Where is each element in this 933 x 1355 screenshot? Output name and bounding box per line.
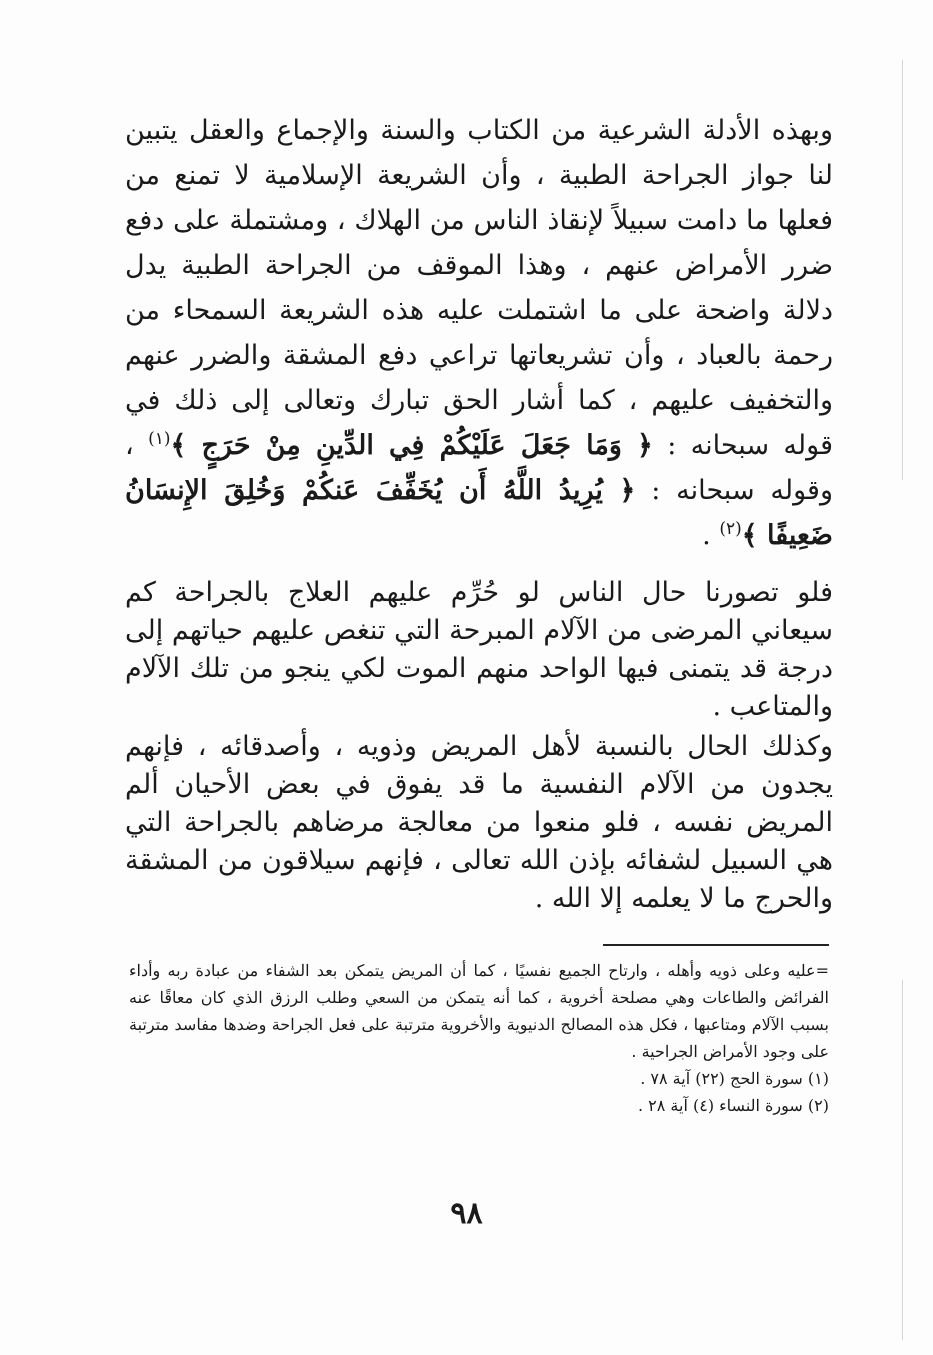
footnote-ref-2: (٢) <box>719 519 742 539</box>
paragraph-1-body: وبهذه الأدلة الشرعية من الكتاب والسنة والإجماع والعقل يتبين لنا جواز الجراحة الطبية ، وأن الشريعة الإسلامية لا تمنع من فعلها ما دامت سبيلاً لإنقاذ الناس من الهلاك ، ومشتملة على دفع ضرر الأمراض عنهم ، وهذا الموقف من الجراحة الطبية يدل دلالة واضحة على ما اشتملت عليه هذه الشريعة السمحاء من رحمة بالعباد ، وأن تشريعاتها تراعي دفع المشقة والضرر عنهم والتخفيف عليهم ، كما أشار الحق تبارك وتعالى إلى ذلك في قوله سبحانه : <box>125 115 833 461</box>
paragraph-3 <box>125 728 833 918</box>
footnote-2: (٢) سورة النساء (٤) آية ٢٨ . <box>637 1096 829 1115</box>
paragraph-1-text <box>125 108 833 558</box>
quran-verse-2: ﴿ يُرِيدُ اللَّهُ أَن يُخَفِّفَ عَنكُمْ وَخُلِقَ الإِنسَانُ ضَعِيفًا ﴾ <box>125 475 833 551</box>
paragraph-1-connector: ، وقوله سبحانه : <box>125 430 833 506</box>
footnotes <box>129 957 829 1119</box>
page-number: ٩٨ <box>450 1196 483 1231</box>
paragraph-1 <box>125 108 833 558</box>
page-edge-mark <box>902 60 903 480</box>
footnote-continuation: =عليه وعلى ذويه وأهله ، وارتاح الجميع نفسيًا ، كما أن المريض يتمكن بعد الشفاء من عبادة ربه وأداء الفرائض والطاعات وهي مصلحة أخروية ، كما أنه يتمكن من السعي وطلب الرزق الذي كان معاقًا عنه بسبب الآلام ومتاعبها ، فكل هذه المصالح الدنيوية والأخروية مترتبة على فعل الجراحة وضدها مفاسد مترتبة على وجود الأمراض الجراحية . <box>129 961 829 1061</box>
footnote-divider <box>603 944 829 946</box>
paragraph-3-text: وكذلك الحال بالنسبة لأهل المريض وذويه ، وأصدقائه ، فإنهم يجدون من الآلام النفسية ما قد يفوق في بعض الأحيان ألم المريض نفسه ، فلو منعوا من معالجة مرضاهم بالجراحة التي هي السبيل لشفائه بإذن الله تعالى ، فإنهم سيلاقون من المشقة والحرج ما لا يعلمه إلا الله . <box>125 731 833 914</box>
paragraph-2 <box>125 574 833 726</box>
page-edge-mark <box>902 980 903 1340</box>
paragraph-1-end: . <box>702 520 711 551</box>
footnote-1: (١) سورة الحج (٢٢) آية ٧٨ . <box>640 1069 829 1088</box>
paragraph-2-text: فلو تصورنا حال الناس لو حُرِّم عليهم العلاج بالجراحة كم سيعاني المرضى من الآلام المبرحة التي تنغص عليهم حياتهم إلى درجة قد يتمنى فيها الواحد منهم الموت لكي ينجو من تلك الآلام والمتاعب . <box>125 577 833 722</box>
footnote-ref-1: (١) <box>148 429 171 449</box>
quran-verse-1: ﴿ وَمَا جَعَلَ عَلَيْكُمْ فِي الدِّينِ مِنْ حَرَجٍ ﴾ <box>170 430 653 461</box>
